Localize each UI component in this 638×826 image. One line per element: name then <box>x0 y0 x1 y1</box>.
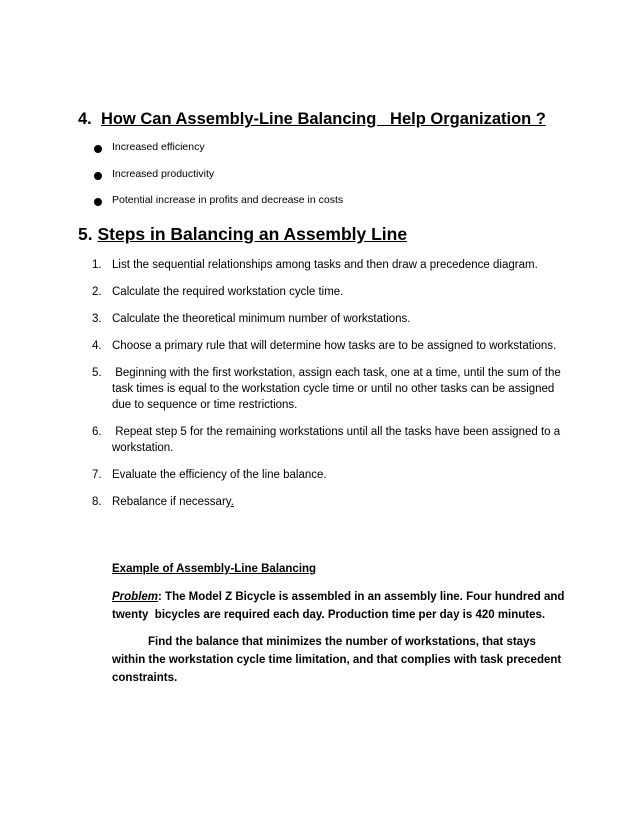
section-4-number: 4. <box>78 110 92 128</box>
problem-label: Problem <box>112 591 159 603</box>
section-5-heading <box>78 224 407 245</box>
step-suffix: . <box>230 496 234 508</box>
bullet-icon <box>94 172 102 180</box>
example-problem <box>112 588 572 624</box>
step-text: Calculate the required workstation cycle time. <box>112 286 344 298</box>
bullet-icon <box>94 198 102 206</box>
step-number: 8. <box>92 496 102 508</box>
list-item <box>92 338 572 354</box>
bullet-text: Increased efficiency <box>112 141 205 153</box>
step-number: 5. <box>92 367 102 379</box>
step-text: List the sequential relationships among tasks and then draw a precedence diagram. <box>112 259 538 271</box>
steps-list <box>92 257 572 521</box>
step-number: 6. <box>92 426 102 438</box>
step-number: 7. <box>92 469 102 481</box>
step-text: Evaluate the efficiency of the line balance. <box>112 469 327 481</box>
section-4-heading <box>78 110 546 129</box>
section-4-title: How Can Assembly-Line Balancing Help Organization ? <box>100 110 546 128</box>
section-5-title: Steps in Balancing an Assembly Line <box>97 224 408 244</box>
step-text: Repeat step 5 for the remaining workstations until all the tasks have been assigned to a workstation. <box>112 426 564 454</box>
step-number: 2. <box>92 286 102 298</box>
section-5-number: 5. <box>78 224 93 244</box>
list-item <box>92 257 572 273</box>
step-number: 4. <box>92 340 102 352</box>
step-text: Calculate the theoretical minimum number of workstations. <box>112 313 411 325</box>
example-find-text: Find the balance that minimizes the number of workstations, that stays within the workstation cycle time limitation, and that complies with task precedent constraints. <box>112 636 562 684</box>
step-number: 1. <box>92 259 102 271</box>
bullet-icon <box>94 145 102 153</box>
step-number: 3. <box>92 313 102 325</box>
list-item <box>92 424 572 456</box>
list-item <box>92 365 572 413</box>
list-item <box>92 311 572 327</box>
list-item <box>92 467 572 483</box>
bullet-text: Increased productivity <box>112 167 215 180</box>
step-text: Choose a primary rule that will determine how tasks are to be assigned to workstations. <box>112 340 557 352</box>
list-item <box>92 284 572 300</box>
problem-text: : The Model Z Bicycle is assembled in an assembly line. Four hundred and twenty bicycles are required each day. Production time per day is 420 minutes. <box>112 591 568 621</box>
step-text: Rebalance if necessary <box>112 496 231 508</box>
step-text: Beginning with the first workstation, assign each task, one at a time, until the sum of the task times is equal to the workstation cycle time or until no other tasks can be assigned due to sequence or time restrictions. <box>112 367 564 411</box>
example-title: Example of Assembly-Line Balancing <box>112 563 317 575</box>
bullet-text: Potential increase in profits and decrease in costs <box>112 194 344 206</box>
list-item <box>92 494 572 510</box>
